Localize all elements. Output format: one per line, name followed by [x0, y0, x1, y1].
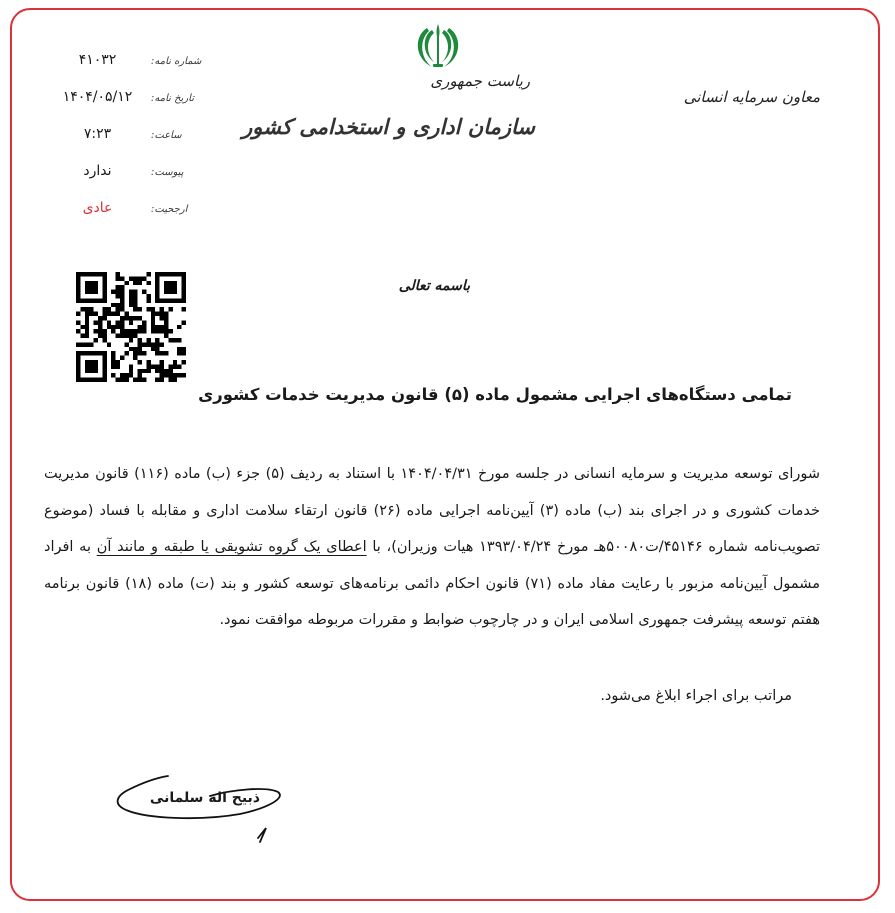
body-text-part1: شورای توسعه مدیریت و سرمایه انسانی در جلسه مورخ ۱۴۰۴/۰۴/۳۱ با استناد به ردیف (۵) جزء (ب) ماده (۱۱۶) قانون مدیریت خدمات کشوری و در اجرای بند (ب) ماده (۳) آیین‌نامه اجرایی ماده (۲۶) قانون ارتقاء سلامت اداری و مقابله با فساد (موضوع تصویب‌نامه شماره ۴۵۱۴۶/ت۵۰۰۸۰هـ مورخ ۱۳۹۳/۰۴/۲۴ هیات وزیران)، با	[44, 466, 821, 555]
body-underlined-phrase: اعطای یک گروه تشویقی یا طبقه و مانند آن	[96, 539, 367, 555]
deputy-title: معاون سرمایه انسانی	[683, 88, 820, 106]
attachment-label: پیوست:	[151, 167, 184, 178]
letter-body	[44, 456, 820, 639]
bismillah: باسمه تعالی	[398, 278, 470, 294]
meta-priority	[50, 200, 200, 237]
letter-subject: تمامی دستگاه‌های اجرایی مشمول ماده (۵) قانون مدیریت خدمات کشوری	[198, 385, 792, 404]
closing-line: مراتب برای اجراء ابلاغ می‌شود.	[600, 688, 792, 704]
meta-date	[50, 89, 200, 126]
letter-metadata	[50, 52, 200, 237]
body-text-part2: به افراد مشمول آیین‌نامه مزبور با رعایت مفاد ماده (۷۱) قانون احکام دائمی برنامه‌های توسعه کشور و بند (ت) ماده (۱۸) قانون برنامه هفتم توسعه پیشرفت جمهوری اسلامی ایران و در چارچوب ضوابط و مقررات مربوطه موافقت نمود.	[44, 539, 820, 628]
signature-scribble	[110, 768, 290, 850]
date-value: ۱۴۰۴/۰۵/۱۲	[62, 89, 133, 105]
priority-label: ارجحیت:	[151, 204, 188, 215]
letter-number-value: ۴۱۰۳۲	[78, 52, 117, 68]
attachment-value: ندارد	[83, 163, 112, 179]
presidency-title: ریاست جمهوری	[430, 72, 530, 90]
iran-emblem-icon	[412, 20, 464, 72]
meta-time	[50, 126, 200, 163]
meta-attachment	[50, 163, 200, 200]
signer-name: ذبیح اله سلمانی	[149, 790, 260, 806]
qr-code	[76, 272, 186, 382]
time-value: ۷:۲۳	[83, 126, 112, 142]
date-label: تاریخ نامه:	[151, 93, 194, 104]
meta-letter-number	[50, 52, 200, 89]
letter-number-label: شماره نامه:	[151, 56, 202, 67]
priority-value: عادی	[82, 200, 113, 216]
time-label: ساعت:	[151, 130, 182, 141]
organization-title: سازمان اداری و استخدامی کشور	[242, 114, 535, 139]
